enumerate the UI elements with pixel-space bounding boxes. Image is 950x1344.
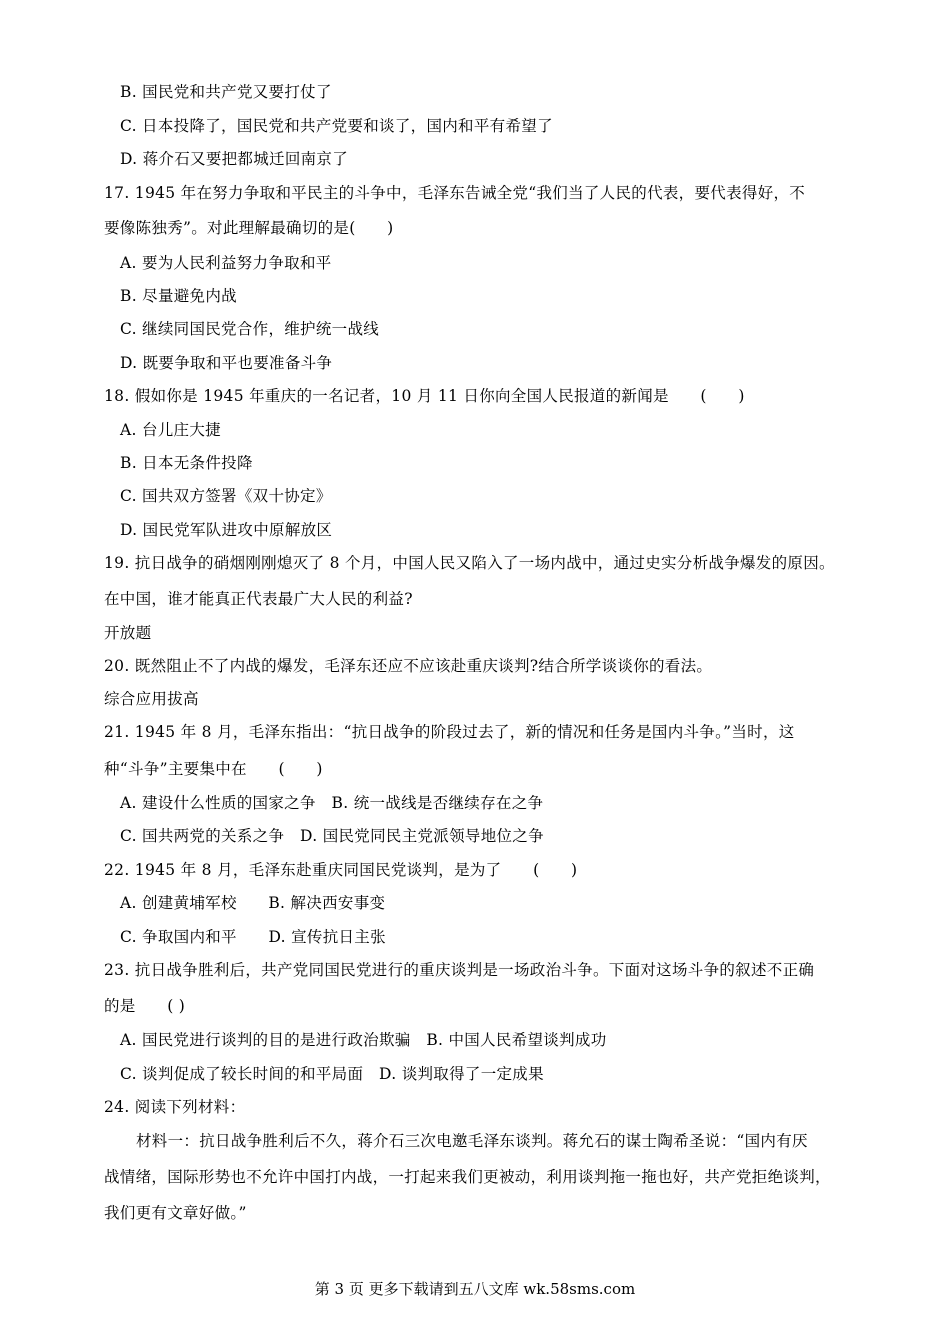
q24-material-line1: 材料一：抗日战争胜利后不久，蒋介石三次电邀毛泽东谈判。蒋允石的谋士陶希圣说：“国内有厌: [136, 1132, 808, 1150]
q17-stem-line1: 17. 1945 年在努力争取和平民主的斗争中，毛泽东告诫全党“我们当了人民的代表，要代表得好，不: [104, 184, 806, 202]
q17-option-b: B. 尽量避免内战: [120, 287, 237, 305]
q18-option-d: D. 国民党军队进攻中原解放区: [120, 521, 333, 539]
q18-option-a: A. 台儿庄大捷: [120, 421, 221, 439]
q22-options-ab: A. 创建黄埔军校 B. 解决西安事变: [120, 894, 386, 912]
q19-stem-line1: 19. 抗日战争的硝烟刚刚熄灭了 8 个月，中国人民又陷入了一场内战中，通过史实分析战争爆发的原因。: [104, 554, 835, 572]
q23-options-cd: C. 谈判促成了较长时间的和平局面 D. 谈判取得了一定成果: [120, 1065, 544, 1083]
q16-option-c: C. 日本投降了，国民党和共产党要和谈了，国内和平有希望了: [120, 117, 553, 135]
section-heading-open: 开放题: [104, 624, 152, 642]
q19-stem-line2: 在中国，谁才能真正代表最广大人民的利益?: [104, 590, 413, 608]
q21-options-cd: C. 国共两党的关系之争 D. 国民党同民主党派领导地位之争: [120, 827, 544, 845]
q16-option-d: D. 蒋介石又要把都城迁回南京了: [120, 150, 349, 168]
q24-material-line3: 我们更有文章好做。”: [104, 1204, 247, 1222]
page-footer: 第 3 页 更多下载请到五八文库 wk.58sms.com: [314, 1280, 636, 1298]
section-heading-apply: 综合应用拔高: [104, 690, 199, 708]
q23-options-ab: A. 国民党进行谈判的目的是进行政治欺骗 B. 中国人民希望谈判成功: [120, 1031, 607, 1049]
q16-option-b: B. 国民党和共产党又要打仗了: [120, 83, 332, 101]
q23-stem-line1: 23. 抗日战争胜利后，共产党同国民党进行的重庆谈判是一场政治斗争。下面对这场斗争的叙述不正确: [104, 961, 815, 979]
q17-option-d: D. 既要争取和平也要准备斗争: [120, 354, 333, 372]
q24-material-line2: 战情绪，国际形势也不允许中国打内战，一打起来我们更被动，利用谈判拖一拖也好，共产党拒绝谈判，: [104, 1168, 831, 1186]
q22-stem: 22. 1945 年 8 月，毛泽东赴重庆同国民党谈判，是为了 ( ): [104, 861, 578, 879]
q18-option-b: B. 日本无条件投降: [120, 454, 253, 472]
q17-stem-line2: 要像陈独秀”。对此理解最确切的是( ): [104, 219, 394, 237]
q18-stem: 18. 假如你是 1945 年重庆的一名记者，10 月 11 日你向全国人民报道的新闻是 ( ): [104, 387, 745, 405]
q24-stem: 24. 阅读下列材料：: [104, 1098, 246, 1116]
q17-option-c: C. 继续同国民党合作，维护统一战线: [120, 320, 380, 338]
q21-options-ab: A. 建设什么性质的国家之争 B. 统一战线是否继续存在之争: [120, 794, 544, 812]
q23-stem-line2: 的是 ( ): [104, 997, 186, 1015]
q22-options-cd: C. 争取国内和平 D. 宣传抗日主张: [120, 928, 386, 946]
q18-option-c: C. 国共双方签署《双十协定》: [120, 487, 332, 505]
q21-stem-line1: 21. 1945 年 8 月，毛泽东指出：“抗日战争的阶段过去了，新的情况和任务是国内斗争。”当时，这: [104, 723, 795, 741]
q17-option-a: A. 要为人民利益努力争取和平: [120, 254, 332, 272]
q21-stem-line2: 种“斗争”主要集中在 ( ): [104, 760, 323, 778]
q20-stem: 20. 既然阻止不了内战的爆发，毛泽东还应不应该赴重庆谈判?结合所学谈谈你的看法。: [104, 657, 713, 675]
